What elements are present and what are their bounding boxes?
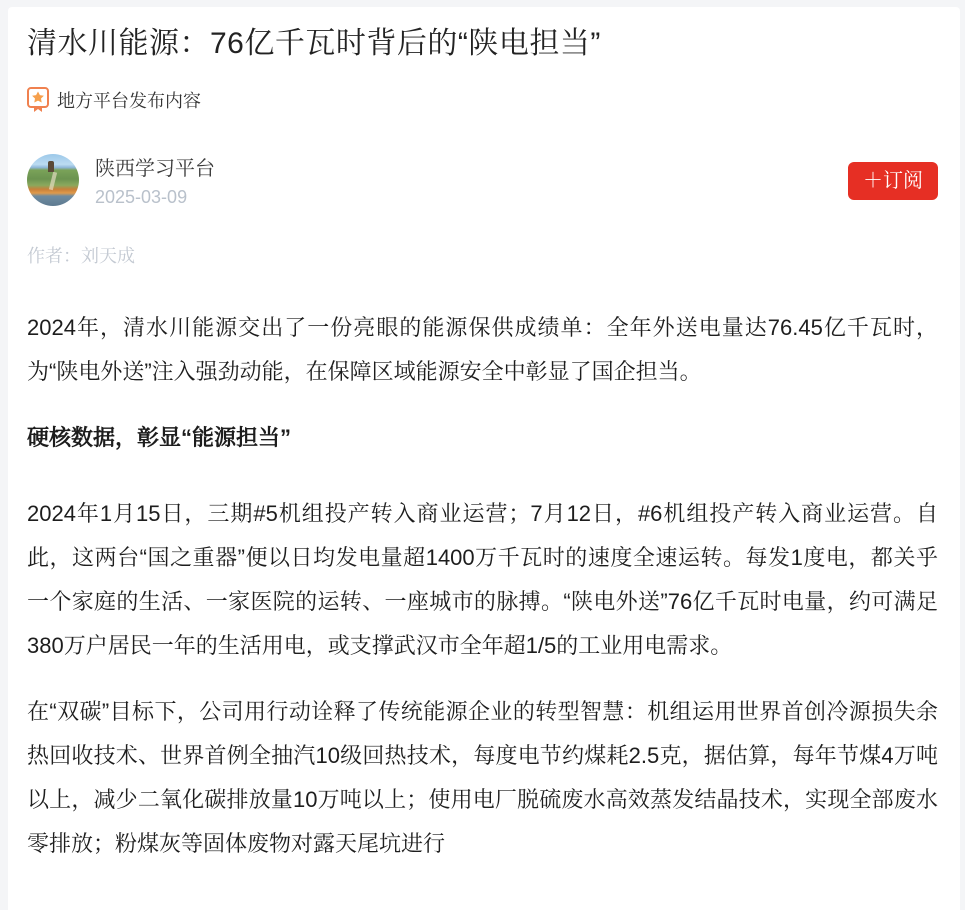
publisher-name[interactable]: 陕西学习平台 <box>95 158 215 180</box>
publisher-avatar[interactable] <box>27 154 79 206</box>
platform-badge <box>27 87 938 112</box>
platform-badge-label: 地方平台发布内容 <box>57 90 201 111</box>
article-paragraph: 在“双碳”目标下，公司用行动诠释了传统能源企业的转型智慧：机组运用世界首创冷源损失余热回收技术、世界首例全抽汽10级回热技术，每度电节约煤耗2.5克，据估算，每年节煤4万吨以上，减少二氧化碳排放量10万吨以上；使用电厂脱硫废水高效蒸发结晶技术，实现全部废水零排放；粉煤灰等固体废物对露天尾坑进行 <box>27 699 938 856</box>
article-paragraph: 2024年1月15日，三期#5机组投产转入商业运营；7月12日，#6机组投产转入商业运营。自此，这两台“国之重器”便以日均发电量超1400万千瓦时的速度全速运转。每发1度电，都关乎一个家庭的生活、一家医院的运转、一座城市的脉搏。“陕电外送”76亿千瓦时电量，约可满足380万户居民一年的生活用电，或支撑武汉市全年超1/5的工业用电需求。 <box>27 501 938 658</box>
page-title: 清水川能源：76亿千瓦时背后的“陕电担当” <box>27 27 601 60</box>
author-line: 作者：刘天成 <box>27 246 135 266</box>
article-body <box>27 306 938 866</box>
article-paragraph: 2024年，清水川能源交出了一份亮眼的能源保供成绩单：全年外送电量达76.45亿千瓦时，为“陕电外送”注入强劲动能，在保障区域能源安全中彰显了国企担当。 <box>27 315 938 384</box>
publisher-row <box>27 154 938 206</box>
article-card <box>8 7 960 910</box>
subscribe-button[interactable]: ＋订阅 <box>848 162 938 200</box>
article-heading: 硬核数据，彰显“能源担当” <box>27 425 292 450</box>
publish-date: 2025-03-09 <box>95 187 188 207</box>
ribbon-star-icon <box>27 87 49 112</box>
